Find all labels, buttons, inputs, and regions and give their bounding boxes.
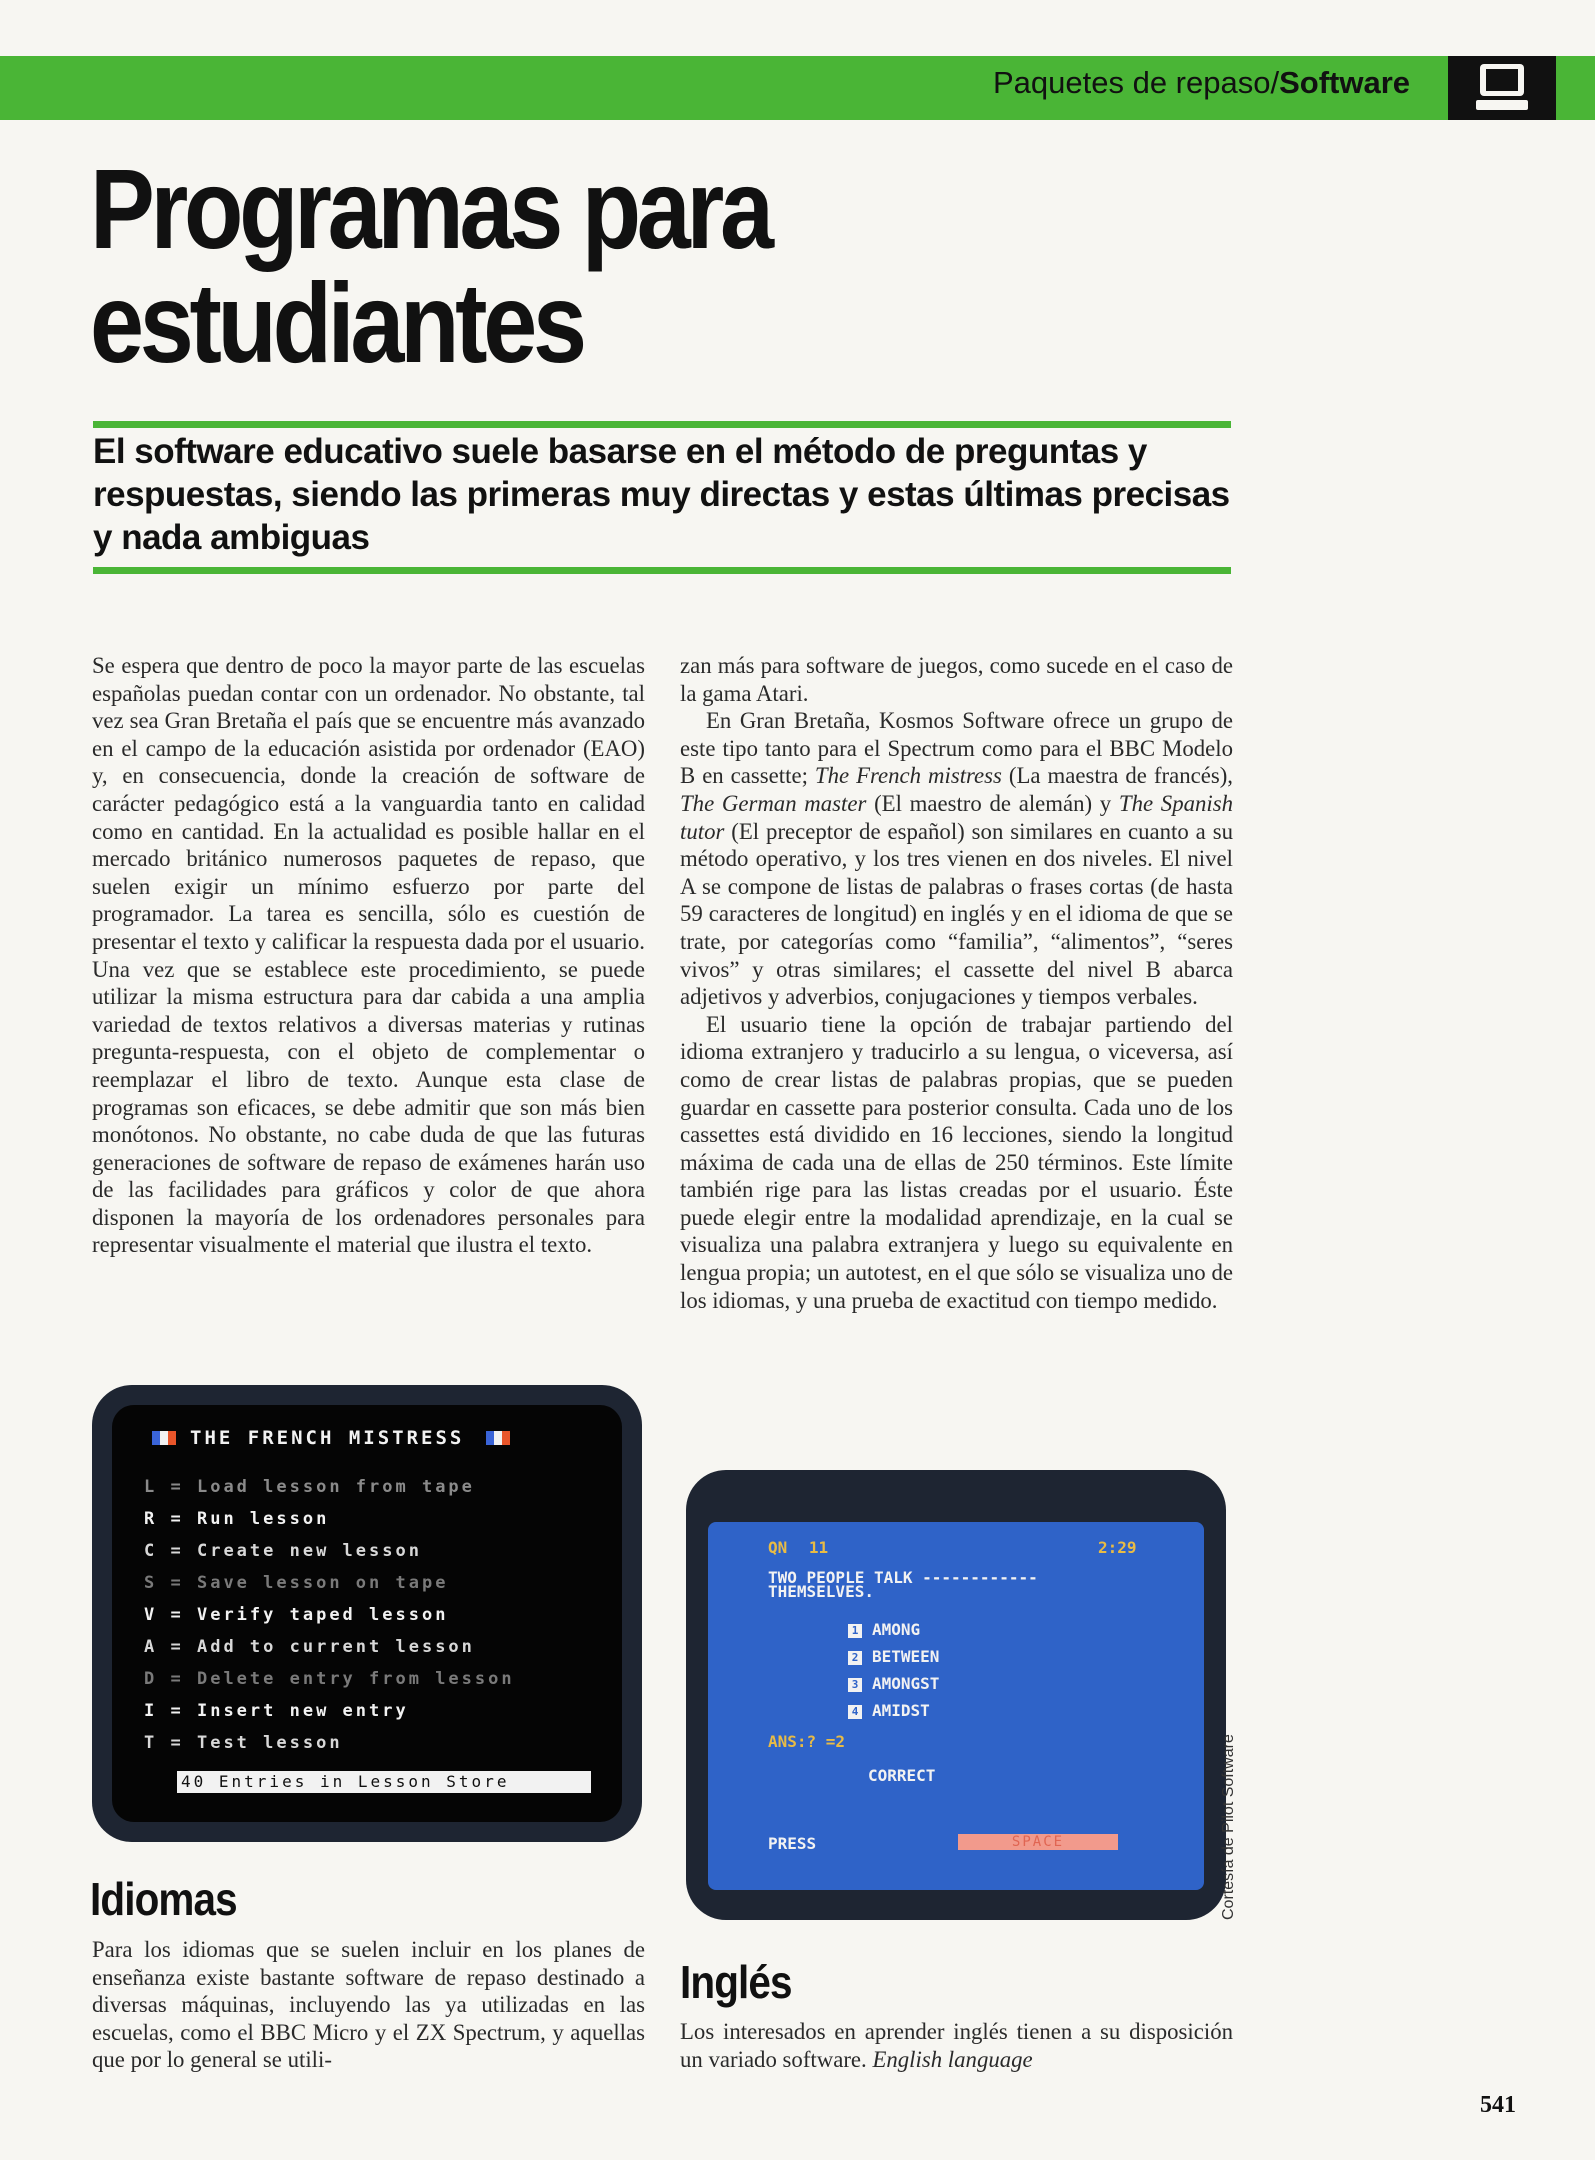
option-label: BETWEEN [872,1647,940,1666]
qn-value: 11 [808,1538,829,1557]
text-span: Los interesados en aprender inglés tienen a su disposición un variado software. [680,2019,1233,2072]
text-span: (El preceptor de español) son similares en cuanto a su método operativo, y los tres vienen en dos niveles. El nivel A se compone de listas de palabras o frases cortas (de hasta 59 caracteres de longitud) en inglés y en el idioma de que se trate, por categorías como “familia”, “alimentos”, “seres vivos” y otras similares; el cassette del nivel B abarca adjetivos y adverbios, conjugaciones y tiempos verbales. [680,818,1233,1010]
computer-monitor-icon [1448,56,1556,120]
title-line-2: estudiantes [90,260,583,386]
ingles-text [680,2018,1233,2073]
menu-item [144,1503,515,1535]
menu-item-separator: = [157,1669,197,1689]
answer-option [848,1616,939,1643]
italic-title-spanish: The Spanish tutor [680,790,1233,844]
press-label: PRESS [768,1834,817,1853]
right-paragraph-2 [680,707,1233,1011]
question-line-1: TWO PEOPLE TALK ------------ [768,1568,1038,1587]
italic-title-french: The French mistress [814,763,1002,789]
menu-item-separator: = [157,1509,197,1529]
option-label: AMIDST [872,1701,930,1720]
page-title [90,146,770,386]
photo-credit: Cortesía de Pilot Software [1220,1734,1237,1920]
menu-item [144,1727,515,1759]
menu-item-separator: = [157,1733,197,1753]
menu-item-key: V [144,1605,158,1625]
subtitle-top-rule [93,421,1231,428]
right-paragraph-1: zan más para software de juegos, como sucede en el caso de la gama Atari. [680,653,1233,706]
menu-item-key: A [144,1637,158,1657]
section-name-bold: Software [1279,65,1410,100]
title-line-1: Programas para [90,146,770,272]
italic-title-english: English language [872,2046,1033,2072]
section-name: Paquetes de repaso/ [992,65,1280,100]
option-number-box: 3 [848,1678,862,1692]
menu-item [144,1567,515,1599]
section-header-band [0,56,1595,120]
menu-item-separator: = [157,1541,197,1561]
option-number-box: 2 [848,1651,862,1665]
menu-item-key: S [144,1573,158,1593]
menu-item-key: L [144,1477,158,1497]
menu-item-label: Add to current lesson [196,1637,475,1657]
menu-item-separator: = [157,1637,197,1657]
quiz-screen [708,1522,1204,1890]
answer-options [848,1616,939,1724]
result-text: CORRECT [868,1766,936,1785]
screen-title: THE FRENCH MISTRESS [190,1427,465,1449]
french-flag-icon [486,1431,510,1445]
idiomas-heading: Idiomas [90,1873,237,1925]
idiomas-text: Para los idiomas que se suelen incluir en los planes de enseñanza existe bastante software de repaso destinado a diversas máquinas, incluyendo las ya utilizadas en las escuelas, como el BBC Micro y el ZX Spectrum, y aquellas que por lo general se utili- [92,1937,645,2073]
right-column [680,652,1233,1314]
ingles-text-block [680,2018,1233,2073]
menu-item [144,1599,515,1631]
menu-item-separator: = [157,1477,197,1497]
lesson-menu [144,1471,515,1759]
answer-option [848,1643,939,1670]
question-counter [768,1538,828,1557]
menu-item-separator: = [157,1573,197,1593]
menu-item-label: Test lesson [196,1733,343,1753]
qn-label: QN [768,1538,788,1557]
menu-item-label: Delete entry from lesson [196,1669,515,1689]
menu-item-key: T [144,1733,158,1753]
subtitle-bottom-rule [93,567,1231,574]
menu-item-label: Create new lesson [196,1541,422,1561]
french-mistress-monitor [92,1385,642,1842]
menu-item-label: Save lesson on tape [196,1573,449,1593]
text-span: (La maestra de francés), [1001,763,1234,789]
menu-item [144,1695,515,1727]
left-column-paragraph: Se espera que dentro de poco la mayor parte de las escuelas españolas puedan contar con un ordenador. No obstante, tal vez sea Gran Bretaña el país que se encuentre más avanzado en el campo de la educación asistida por ordenador (EAO) y, en consecuencia, donde la creación de software de carácter pedagógico está a la vanguardia tanto en calidad como en cantidad. En la actualidad es posible hallar en el mercado británico numerosos paquetes de repaso, que suelen exigir un mínimo esfuerzo por parte del programador. La tarea es sencilla, sólo es cuestión de presentar el texto y calificar la respuesta dada por el usuario. Una vez que se establece este procedimiento, se puede utilizar la misma estructura para dar cabida a una amplia variedad de textos relativos a diversas materias y rutinas pregunta-respuesta, con el objeto de complementar o reemplazar el libro de texto. Aunque esta clase de programas son eficaces, se debe admitir que son más bien monótonos. No obstante, no cabe duda de que las futuras generaciones de software de repaso de exámenes harán uso de las facilidades para gráficos y color de que ahora disponen la mayoría de los ordenadores personales para representar visualmente el material que ilustra el texto. [92,653,645,1258]
option-number-box: 4 [848,1705,862,1719]
quiz-monitor [686,1470,1226,1920]
menu-item-label: Load lesson from tape [196,1477,475,1497]
answer-option [848,1697,939,1724]
option-label: AMONG [872,1620,921,1639]
idiomas-text-block [92,1936,645,2074]
lesson-store-status: 40 Entries in Lesson Store [177,1771,591,1793]
menu-item-label: Verify taped lesson [196,1605,449,1625]
section-label [993,65,1410,101]
menu-item-label: Insert new entry [196,1701,409,1721]
subtitle: El software educativo suele basarse en el método de preguntas y respuestas, siendo las primeras muy directas y estas últimas precisas y nada ambiguas [93,432,1230,557]
ingles-heading: Inglés [680,1956,792,2008]
menu-item-key: D [144,1669,158,1689]
answer-option [848,1670,939,1697]
text-span: En Gran Bretaña, Kosmos Software ofrece un grupo de este tipo tanto para el Spectrum como para el BBC Modelo B en cassette; [680,708,1233,789]
right-paragraph-3: El usuario tiene la opción de trabajar partiendo del idioma extranjero y traducirlo a su lengua, o viceversa, así como de crear listas de palabras propias, que se pueden guardar en cassette para posterior consulta. Cada uno de los cassettes está dividido en 16 lecciones, siendo la longitud máxima de cada una de ellas de 250 términos. Este límite también rige para las listas creadas por el usuario. Éste puede elegir entre la modalidad aprendizaje, en la cual se visualiza una palabra extranjera y luego su equivalente en lengua propia; un autotest, en el que sólo se visualiza uno de los idiomas, y una prueba de exactitud con tiempo medido. [680,1011,1233,1313]
menu-item-key: C [144,1541,158,1561]
question-line-2: THEMSELVES. [768,1582,874,1601]
option-label: AMONGST [872,1674,940,1693]
page-number: 541 [1480,2092,1516,2118]
menu-item-separator: = [157,1701,197,1721]
menu-item-key: R [144,1509,158,1529]
option-number-box: 1 [848,1624,862,1638]
french-flag-icon [152,1431,176,1445]
text-span: (El maestro de alemán) y [866,790,1119,816]
answer-line: ANS:? =2 [768,1732,846,1751]
french-mistress-screen [112,1405,622,1822]
italic-title-german: The German master [680,790,867,816]
menu-item [144,1663,515,1695]
screen-title-row [152,1427,510,1449]
left-column [92,652,645,1259]
menu-item [144,1631,515,1663]
menu-item [144,1535,515,1567]
menu-item-label: Run lesson [196,1509,330,1529]
menu-item [144,1471,515,1503]
menu-item-separator: = [157,1605,197,1625]
space-key-bar: SPACE [958,1834,1118,1850]
timer: 2:29 [1098,1538,1137,1557]
menu-item-key: I [144,1701,158,1721]
